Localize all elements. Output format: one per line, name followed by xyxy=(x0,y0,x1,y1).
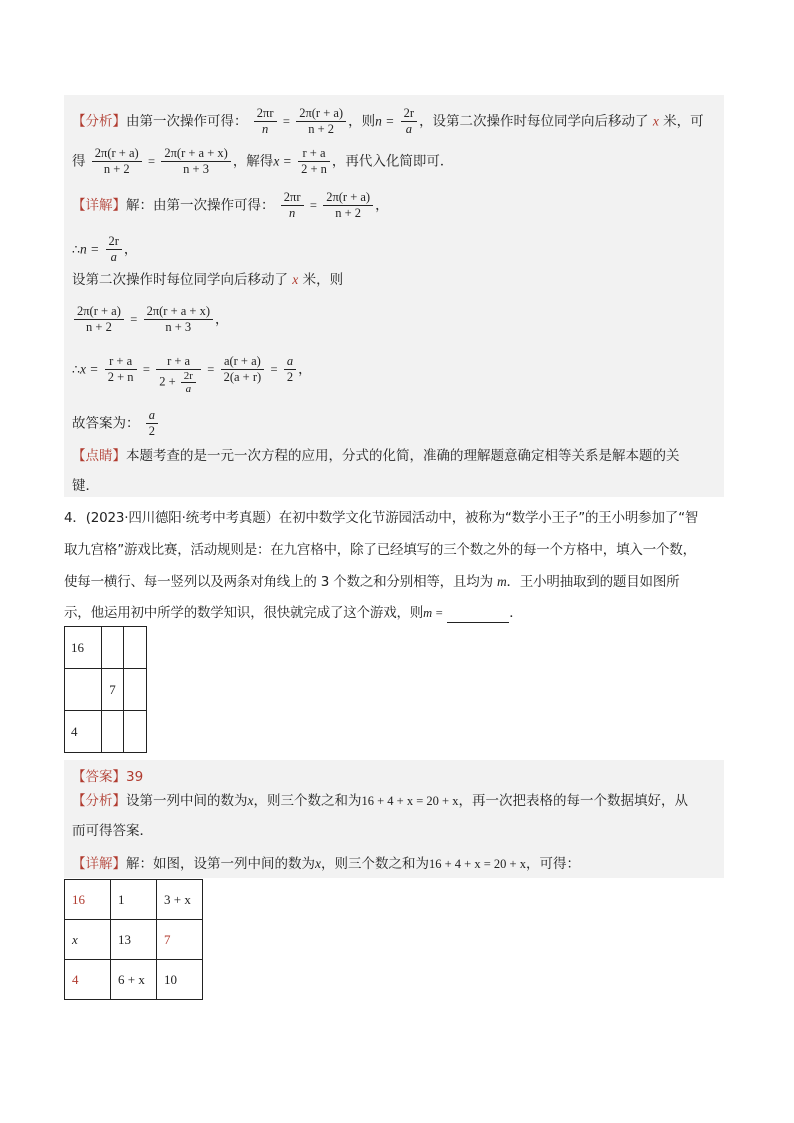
text: ，则三个数之和为 xyxy=(253,793,362,809)
fraction-2r-over-a xyxy=(401,106,417,137)
grid-row xyxy=(65,920,203,960)
question-grid xyxy=(64,626,147,753)
numerator: 2π(r + a + x) xyxy=(161,146,230,162)
therefore-symbol: ∴ xyxy=(72,362,80,377)
var-x: x xyxy=(315,856,321,871)
fraction-2r-over-a xyxy=(106,234,122,265)
grid-cell: 4 xyxy=(65,711,102,753)
m-equals: m = xyxy=(423,606,444,620)
text: ， xyxy=(298,361,312,378)
fraction-a-over-2 xyxy=(284,354,296,385)
text: 得 xyxy=(72,153,86,170)
answer-label: 【答案】 xyxy=(72,769,126,785)
fraction-2r-over-a xyxy=(181,370,196,395)
detail-answer-line xyxy=(72,408,160,439)
text: ， xyxy=(375,197,389,214)
text: 本题考查的是一元一次方程的应用，分式的化简，准确的理解题意确定相等关系是解本题的关 xyxy=(126,448,680,464)
fraction-2pi-r-a-x-over-n3 xyxy=(144,304,213,335)
fraction-2pi-r-a-over-n2 xyxy=(74,304,124,335)
fraction-2pi-r-a-over-n2 xyxy=(296,106,346,137)
numerator: 2π(r + a) xyxy=(323,190,373,206)
numerator: a xyxy=(284,354,296,370)
detail-line-4 xyxy=(72,304,229,335)
detail-label: 【详解】 xyxy=(72,856,126,872)
text: 由第一次操作可得： xyxy=(126,113,248,130)
text: 设第二次操作时每位同学向后移动了 xyxy=(72,272,288,288)
grid-row xyxy=(65,880,203,920)
denominator: n + 2 xyxy=(308,122,335,136)
analysis-label: 【分析】 xyxy=(72,113,126,130)
var-x: x xyxy=(292,272,299,287)
answer-line xyxy=(72,767,143,787)
grid-cell xyxy=(102,627,124,669)
text: 而可得答案． xyxy=(72,823,153,839)
denominator: n xyxy=(262,122,269,136)
denominator: 2 + n xyxy=(107,370,134,384)
text: 故答案为： xyxy=(72,415,140,432)
answer-detail-line xyxy=(72,854,580,874)
grid-cell: 13 xyxy=(111,920,157,960)
denominator: a xyxy=(185,383,192,396)
fraction-2pi-r-a-x-over-n3 xyxy=(161,146,230,177)
detail-label: 【详解】 xyxy=(72,197,126,214)
text: ，设第二次操作时每位同学向后移动了 xyxy=(419,113,649,130)
detail-line-5 xyxy=(72,354,312,395)
answer-analysis-line-1 xyxy=(72,791,688,811)
numerator: 2π(r + a) xyxy=(74,304,124,320)
fraction-2pir-over-n xyxy=(254,106,277,137)
equals-sign: = xyxy=(282,114,290,129)
sum-expression: 16 + 4 + x = 20 + x xyxy=(361,794,459,808)
var-m: m xyxy=(496,574,507,589)
grid-cell: x xyxy=(65,920,111,960)
text: 米，可 xyxy=(663,113,704,130)
equals-sign: = xyxy=(270,362,278,377)
grid-cell: 16 xyxy=(65,880,111,920)
text: ，解得 xyxy=(232,153,274,170)
text: 4．(2023·四川德阳·统考中考真题）在初中数学文化节游园活动中，被称为“数学小王子”的王小明参加了“智 xyxy=(64,510,699,526)
numerator: 2πr xyxy=(281,190,304,206)
text: ．王小明抽取到的题目如图所 xyxy=(506,574,680,590)
fraction-a-ra-over-2-a-r xyxy=(221,354,265,385)
x-equals: x = xyxy=(273,153,292,169)
text: 示，他运用初中所学的数学知识，很快就完成了这个游戏，则 xyxy=(64,605,424,621)
text: 解：由第一次操作可得： xyxy=(126,197,275,214)
fraction-ra-over-2n xyxy=(105,354,137,385)
grid-cell: 10 xyxy=(157,960,203,1000)
numerator: 2r xyxy=(401,106,417,122)
sum-expression: 16 + 4 + x = 20 + x xyxy=(429,857,526,871)
text: 解：如图，设第一列中间的数为 xyxy=(126,856,315,872)
grid-row xyxy=(65,669,147,711)
fraction-ra-over-2n xyxy=(298,146,330,177)
denominator: n + 3 xyxy=(165,320,192,334)
numerator: 2π(r + a) xyxy=(92,146,142,162)
numerator: 2r xyxy=(106,234,122,250)
fraction-a-over-2 xyxy=(146,408,158,439)
analysis-label: 【分析】 xyxy=(72,793,126,809)
comment-line-1 xyxy=(72,446,680,466)
fraction-2pi-r-a-over-n2 xyxy=(92,146,142,177)
question-line-2 xyxy=(64,540,696,560)
text: 取九宫格”游戏比赛，活动规则是：在九宫格中，除了已经填写的三个数之外的每一个方格中，填入一个数， xyxy=(64,542,696,558)
numerator: a xyxy=(146,408,158,424)
var-x: x xyxy=(247,793,254,808)
answer-blank xyxy=(447,608,509,623)
equals-sign: = xyxy=(148,154,156,169)
text: 键． xyxy=(72,478,99,494)
two-plus: 2 + xyxy=(159,374,176,389)
text: ，则三个数之和为 xyxy=(321,856,429,872)
text: ， xyxy=(215,311,229,328)
denominator: n xyxy=(289,206,296,220)
fraction-2pir-over-n xyxy=(281,190,304,221)
equals-sign: = xyxy=(142,362,150,377)
grid-cell: 3 + x xyxy=(157,880,203,920)
grid-cell: 6 + x xyxy=(111,960,157,1000)
text: ，再代入化简即可． xyxy=(331,153,454,170)
numerator: r + a xyxy=(298,146,330,162)
detail-line-2 xyxy=(72,234,137,265)
x-equals: x = xyxy=(79,361,99,377)
solution-grid xyxy=(64,879,203,1000)
comment-line-2 xyxy=(72,476,99,496)
grid-cell: 16 xyxy=(65,627,102,669)
var-x: x xyxy=(652,113,659,129)
numerator: r + a xyxy=(105,354,137,370)
denominator: a xyxy=(405,122,412,136)
grid-cell: 7 xyxy=(157,920,203,960)
detail-line-3 xyxy=(72,270,343,290)
denominator: n + 2 xyxy=(335,206,362,220)
denominator: 2 + n xyxy=(301,162,327,176)
numerator: 2r xyxy=(181,370,196,383)
grid-cell xyxy=(102,711,124,753)
numerator: a(r + a) xyxy=(221,354,265,370)
text: 设第一列中间的数为 xyxy=(126,793,248,809)
answer-analysis-line-2 xyxy=(72,821,153,841)
question-line-1 xyxy=(64,508,698,528)
grid-cell: 4 xyxy=(65,960,111,1000)
complex-denominator xyxy=(156,370,201,395)
therefore-symbol: ∴ xyxy=(72,242,80,257)
denominator: 2 xyxy=(286,370,294,384)
text: ，则 xyxy=(348,113,376,130)
denominator: n + 2 xyxy=(86,320,112,334)
text: ，再一次把表格的每一个数据填好，从 xyxy=(458,793,688,809)
n-equals: n = xyxy=(375,113,395,129)
n-equals: n = xyxy=(79,241,100,257)
answer-value: 39 xyxy=(126,769,144,785)
fraction-2pi-r-a-over-n2 xyxy=(323,190,373,221)
denominator: 2 xyxy=(148,424,156,438)
denominator: n + 3 xyxy=(183,162,209,176)
equals-sign: = xyxy=(207,362,215,377)
denominator: 2(a + r) xyxy=(223,370,262,384)
numerator: r + a xyxy=(156,354,201,370)
question-line-4 xyxy=(64,603,523,623)
grid-cell xyxy=(65,669,102,711)
fraction-ra-over-2-plus-2r-a xyxy=(156,354,201,395)
analysis-line-2 xyxy=(72,146,453,177)
denominator: n + 2 xyxy=(103,162,130,176)
grid-row xyxy=(65,627,147,669)
grid-row xyxy=(65,711,147,753)
text: ，可得： xyxy=(525,856,580,872)
text: 米，则 xyxy=(302,272,344,288)
numerator: 2π(r + a + x) xyxy=(144,304,213,320)
question-line-3 xyxy=(64,572,679,592)
equals-sign: = xyxy=(130,312,138,327)
detail-line-1 xyxy=(72,190,389,221)
equals-sign: = xyxy=(309,198,317,213)
numerator: 2πr xyxy=(254,106,277,122)
numerator: 2π(r + a) xyxy=(296,106,346,122)
grid-cell xyxy=(124,669,147,711)
comment-label: 【点睛】 xyxy=(72,448,126,464)
analysis-line-1 xyxy=(72,106,704,137)
grid-cell: 7 xyxy=(102,669,124,711)
text: ． xyxy=(509,605,523,621)
grid-cell xyxy=(124,627,147,669)
text: 使每一横行、每一竖列以及两条对角线上的 3 个数之和分别相等，且均为 xyxy=(64,574,493,590)
grid-row xyxy=(65,960,203,1000)
grid-cell: 1 xyxy=(111,880,157,920)
denominator: a xyxy=(110,250,117,264)
text: ， xyxy=(123,241,138,258)
grid-cell xyxy=(124,711,147,753)
